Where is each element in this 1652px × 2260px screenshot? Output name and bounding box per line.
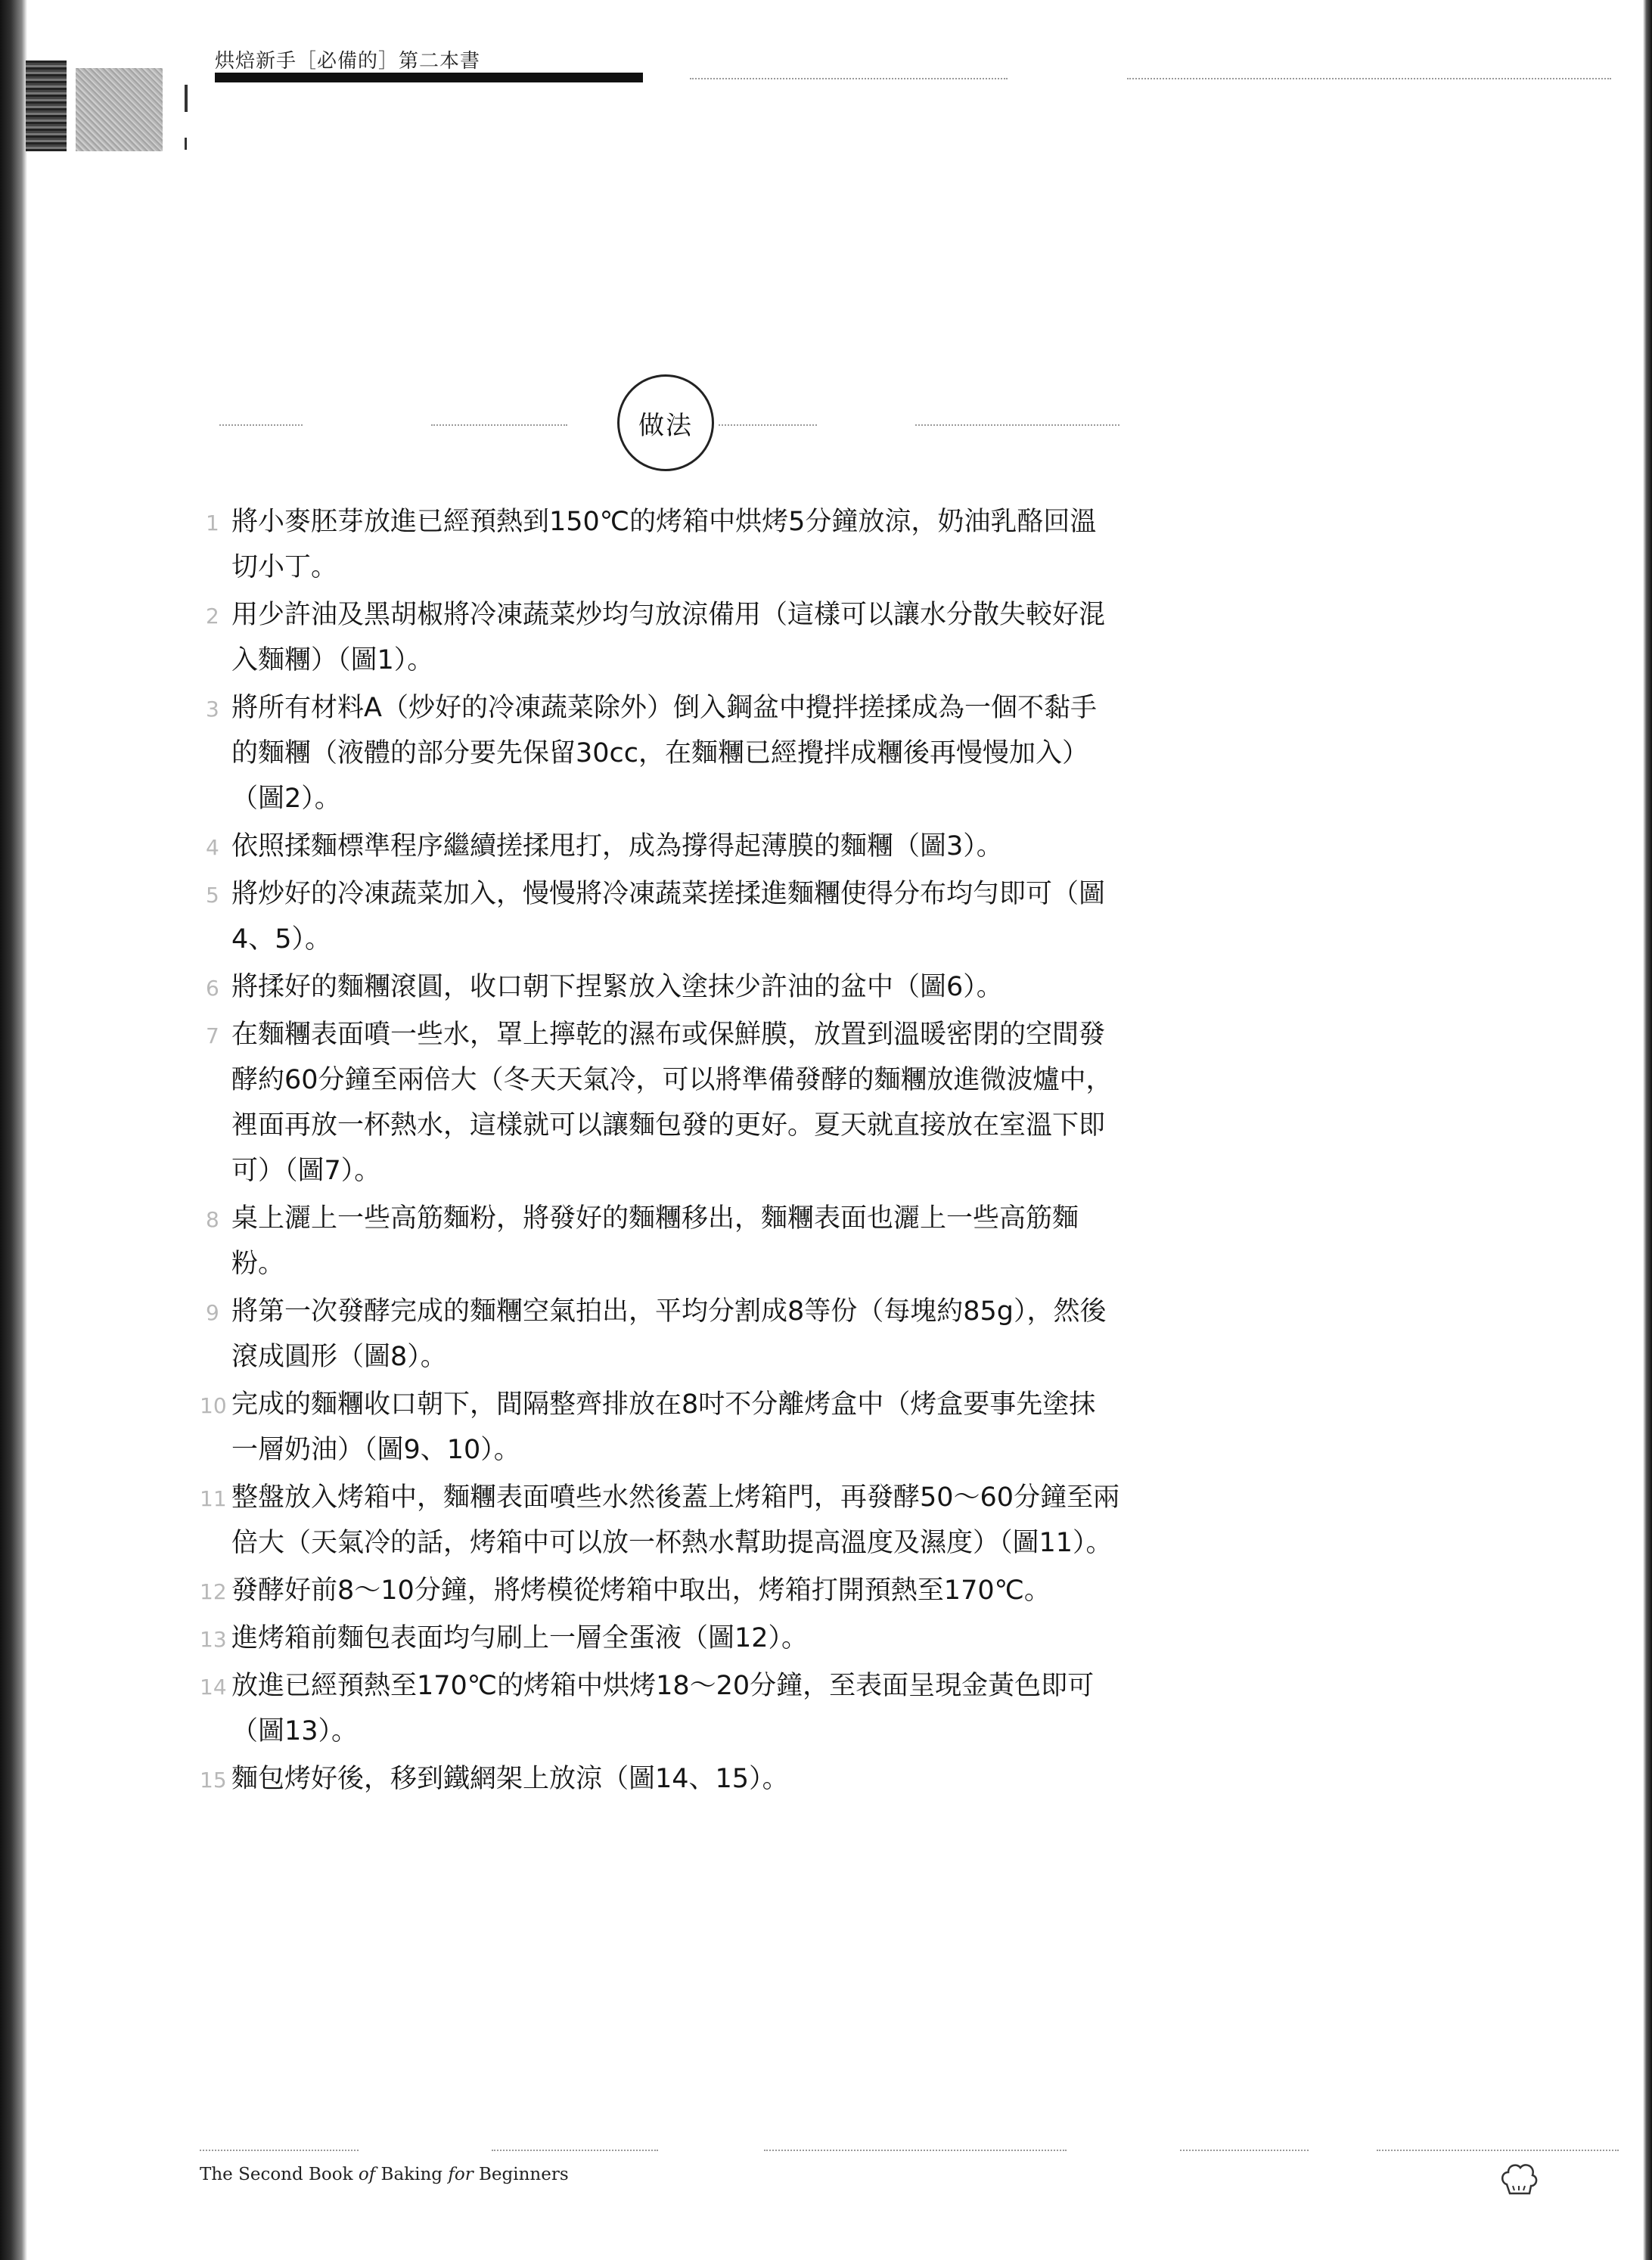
step-text: 放進已經預熱至170℃的烤箱中烘烤18～20分鐘，至表面呈現金黃色即可（圖13）。 [231, 1671, 1095, 1746]
footer-text-part: Beginners [473, 2165, 569, 2184]
footer-dotted-rule [1180, 2150, 1309, 2151]
section-title: 做法 [638, 410, 693, 441]
step-number: 1 [206, 511, 219, 536]
running-header: 烘焙新手［必備的］第二本書 [215, 50, 481, 73]
step-number: 15 [200, 1768, 227, 1793]
footer-dotted-rule [764, 2150, 1067, 2151]
step-text: 進烤箱前麵包表面均勻刷上一層全蛋液（圖12）。 [231, 1623, 809, 1653]
scan-tick-mark [185, 85, 188, 112]
step-number: 10 [200, 1393, 227, 1418]
step-number: 2 [206, 604, 219, 629]
step-text: 發酵好前8～10分鐘，將烤模從烤箱中取出，烤箱打開預熱至170℃。 [231, 1575, 1051, 1606]
scan-edge-right [1643, 0, 1652, 2260]
step-item [200, 1382, 1121, 1473]
step-text: 完成的麵糰收口朝下，間隔整齊排放在8吋不分離烤盒中（烤盒要事先塗抹一層奶油）（圖9、10）。 [231, 1389, 1096, 1465]
step-item [200, 1756, 1121, 1802]
step-item [200, 1475, 1121, 1566]
footer-dotted-rule [492, 2150, 658, 2151]
step-text: 桌上灑上一些高筋麵粉，將發好的麵糰移出，麵糰表面也灑上一些高筋麵粉。 [231, 1203, 1079, 1279]
section-dotted-rule [719, 424, 817, 426]
page-number-tab [76, 68, 163, 151]
step-item [206, 1196, 1121, 1287]
header-dotted-rule [1127, 78, 1611, 79]
step-text: 在麵糰表面噴一些水，罩上擰乾的濕布或保鮮膜，放置到溫暖密閉的空間發酵約60分鐘至兩倍大（冬天天氣冷，可以將準備發酵的麵糰放進微波爐中，裡面再放一杯熱水，這樣就可以讓麵包發的更好。夏天就直接放在室溫下即可）（圖7）。 [231, 1020, 1113, 1186]
scan-tick-mark [185, 138, 187, 150]
section-dotted-rule [431, 424, 567, 426]
section-dotted-rule [915, 424, 1119, 426]
step-item [206, 871, 1121, 962]
scan-artifact-block [26, 61, 67, 151]
step-text: 將第一次發酵完成的麵糰空氣拍出，平均分割成8等份（每塊約85g），然後滾成圓形（圖8）。 [231, 1296, 1107, 1372]
step-text: 用少許油及黑胡椒將冷凍蔬菜炒均勻放涼備用（這樣可以讓水分散失較好混入麵糰）（圖1）。 [231, 600, 1106, 675]
section-heading-circle [617, 374, 714, 471]
book-footer-title [200, 2165, 569, 2184]
step-item [206, 685, 1121, 821]
step-number: 6 [206, 976, 219, 1001]
steps-list [200, 499, 1121, 1804]
footer-dotted-rule [200, 2150, 359, 2151]
step-number: 7 [206, 1023, 219, 1048]
step-item [206, 824, 1121, 869]
step-number: 13 [200, 1627, 227, 1652]
header-rule [215, 73, 643, 82]
step-number: 9 [206, 1300, 219, 1325]
footer-dotted-rule [1377, 2150, 1619, 2151]
step-item [206, 1289, 1121, 1380]
step-text: 依照揉麵標準程序繼續搓揉甩打，成為撐得起薄膜的麵糰（圖3）。 [231, 831, 1003, 861]
step-number: 14 [200, 1675, 227, 1700]
step-text: 麵包烤好後，移到鐵網架上放涼（圖14、15）。 [231, 1764, 789, 1794]
footer-italic-for: for [448, 2165, 474, 2184]
step-number: 12 [200, 1579, 227, 1604]
section-dotted-rule [219, 424, 303, 426]
step-item [206, 1012, 1121, 1194]
footer-text-part: Baking [375, 2165, 449, 2184]
step-text: 將揉好的麵糰滾圓，收口朝下捏緊放入塗抹少許油的盆中（圖6）。 [231, 972, 1003, 1002]
scan-edge-left [0, 0, 27, 2260]
step-text: 將小麥胚芽放進已經預熱到150℃的烤箱中烘烤5分鐘放涼，奶油乳酪回溫切小丁。 [231, 507, 1097, 582]
step-number: 3 [206, 697, 219, 722]
header-dotted-rule [690, 78, 1008, 79]
step-item [200, 1616, 1121, 1661]
step-item [200, 1663, 1121, 1754]
step-text: 將所有材料A（炒好的冷凍蔬菜除外）倒入鋼盆中攪拌搓揉成為一個不黏手的麵糰（液體的部分要先保留30cc，在麵糰已經攪拌成糰後再慢慢加入）（圖2）。 [231, 693, 1097, 814]
step-number: 4 [206, 835, 219, 860]
footer-text-part: The Second Book [200, 2165, 359, 2184]
step-number: 8 [206, 1207, 219, 1232]
step-item [206, 964, 1121, 1010]
step-item [200, 1568, 1121, 1613]
step-number: 5 [206, 883, 219, 908]
step-text: 整盤放入烤箱中，麵糰表面噴些水然後蓋上烤箱門，再發酵50～60分鐘至兩倍大（天氣冷的話，烤箱中可以放一杯熱水幫助提高溫度及濕度）（圖11）。 [231, 1482, 1120, 1558]
step-number: 11 [200, 1486, 227, 1511]
step-item [206, 592, 1121, 683]
footer-italic-of: of [358, 2165, 376, 2184]
step-item [206, 499, 1121, 590]
chef-hat-icon [1499, 2160, 1539, 2196]
step-text: 將炒好的冷凍蔬菜加入，慢慢將冷凍蔬菜搓揉進麵糰使得分布均勻即可（圖4、5）。 [231, 879, 1106, 955]
